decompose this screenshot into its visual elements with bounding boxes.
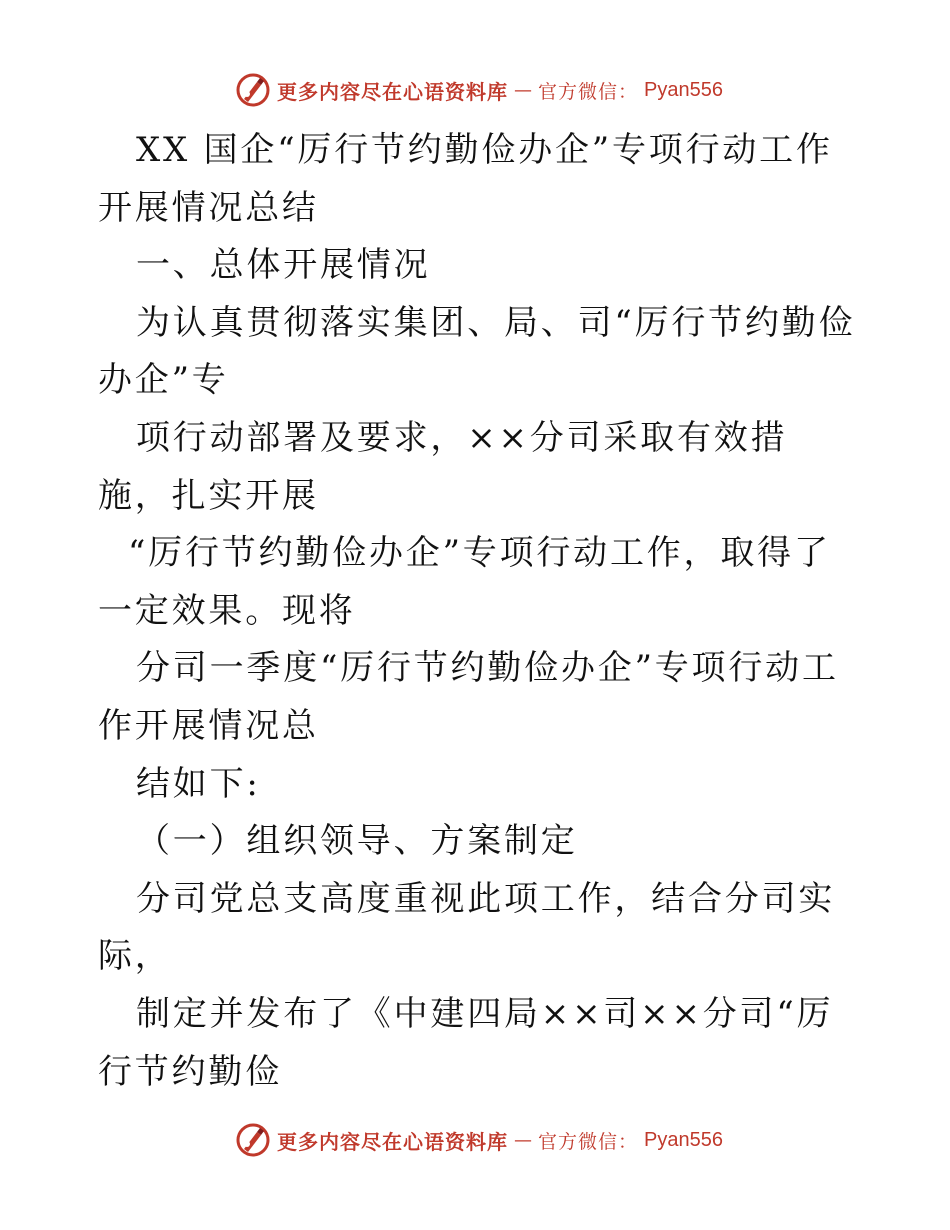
body-paragraph: 为认真贯彻落实集团、局、司“厉行节约勤俭办企”专 (98, 302, 856, 401)
pen-logo-icon (235, 1122, 271, 1158)
section-heading: 一、总体开展情况 (136, 245, 431, 286)
subsection-heading: （一）组织领导、方案制定 (136, 821, 578, 862)
watermark-banner-top (235, 70, 723, 110)
watermark-separator: — (514, 79, 532, 101)
document-title: XX 国企“厉行节约勤俭办企”专项行动工作开展情况总结 (98, 130, 833, 228)
body-paragraph: 项行动部署及要求，××分司采取有效措施，扎实开展 (98, 417, 788, 516)
pen-logo-icon (235, 72, 271, 108)
watermark-banner-bottom (235, 1120, 723, 1160)
body-paragraph: 分司党总支高度重视此项工作，结合分司实际， (98, 878, 836, 977)
watermark-wechat-label: 官方微信： (538, 80, 639, 103)
watermark-separator: — (514, 1129, 532, 1151)
watermark-wechat-id: Pyan556 (644, 1128, 723, 1151)
document-body (98, 122, 858, 1101)
body-paragraph: “厉行节约勤俭办企”专项行动工作，取得了一定效果。现将 (98, 533, 831, 631)
watermark-wechat-id: Pyan556 (644, 78, 723, 101)
watermark-brand-text: 更多内容尽在心语资料库 (277, 79, 508, 104)
watermark-wechat-label: 官方微信： (538, 1130, 639, 1153)
body-paragraph: 结如下: (136, 763, 261, 804)
watermark-brand-text: 更多内容尽在心语资料库 (277, 1129, 508, 1154)
body-paragraph: 制定并发布了《中建四局××司××分司“厉行节约勤俭 (98, 993, 834, 1092)
body-paragraph: 分司一季度“厉行节约勤俭办企”专项行动工作开展情况总 (98, 648, 839, 746)
